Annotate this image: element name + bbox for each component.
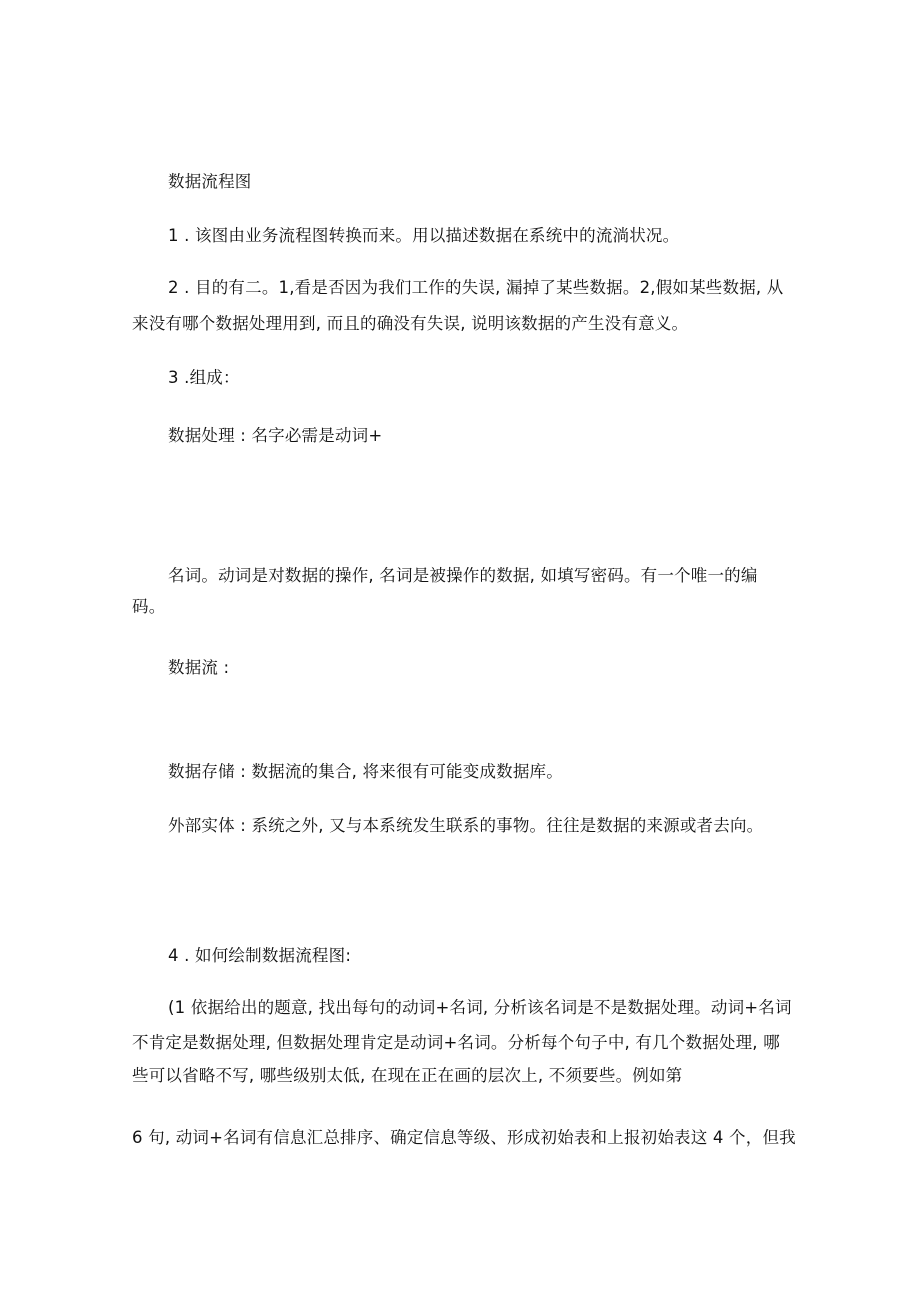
data-process-definition: 数据处理 : 名字必需是动词+ [168,426,383,445]
list-item-3: 3 .组成： [168,368,240,387]
data-store-definition: 数据存储 : 数据流的集合, 将来很有可能变成数据库。 [168,762,563,781]
data-flow-definition: 数据流 : [168,658,230,677]
step-1-line-3: 些可以省略不写, 哪些级别太低, 在现在正在画的层次上, 不须要些。例如第 [132,1066,683,1085]
step-1-line-4: 6 句, 动词+名词有信息汇总排序、确定信息等级、形成初始表和上报初始表这 4 个，但我 [132,1128,796,1147]
list-item-4: 4 . 如何绘制数据流程图: [168,946,352,965]
external-entity-definition: 外部实体 : 系统之外, 又与本系统发生联系的事物。往往是数据的来源或者去向。 [168,816,764,835]
document-title: 数据流程图 [168,172,252,191]
step-1-line-1: (1 依据给出的题意, 找出每句的动词+名词, 分析该名词是不是数据处理。动词+名词 [168,998,792,1017]
list-item-2-line-1: 2 . 目的有二。1,看是否因为我们工作的失误, 漏掉了某些数据。2,假如某些数据, 从 [168,278,784,297]
list-item-2-line-2: 来没有哪个数据处理用到, 而且的确没有失误, 说明该数据的产生没有意义。 [132,314,689,333]
data-process-definition-line-2: 名词。动词是对数据的操作, 名词是被操作的数据, 如填写密码。有一个唯一的编 [168,566,758,585]
list-item-1: 1 . 该图由业务流程图转换而来。用以描述数据在系统中的流淌状况。 [168,226,680,245]
data-process-definition-line-3: 码。 [132,597,166,616]
step-1-line-2: 不肯定是数据处理, 但数据处理肯定是动词+名词。分析每个句子中, 有几个数据处理, 哪 [132,1033,780,1052]
